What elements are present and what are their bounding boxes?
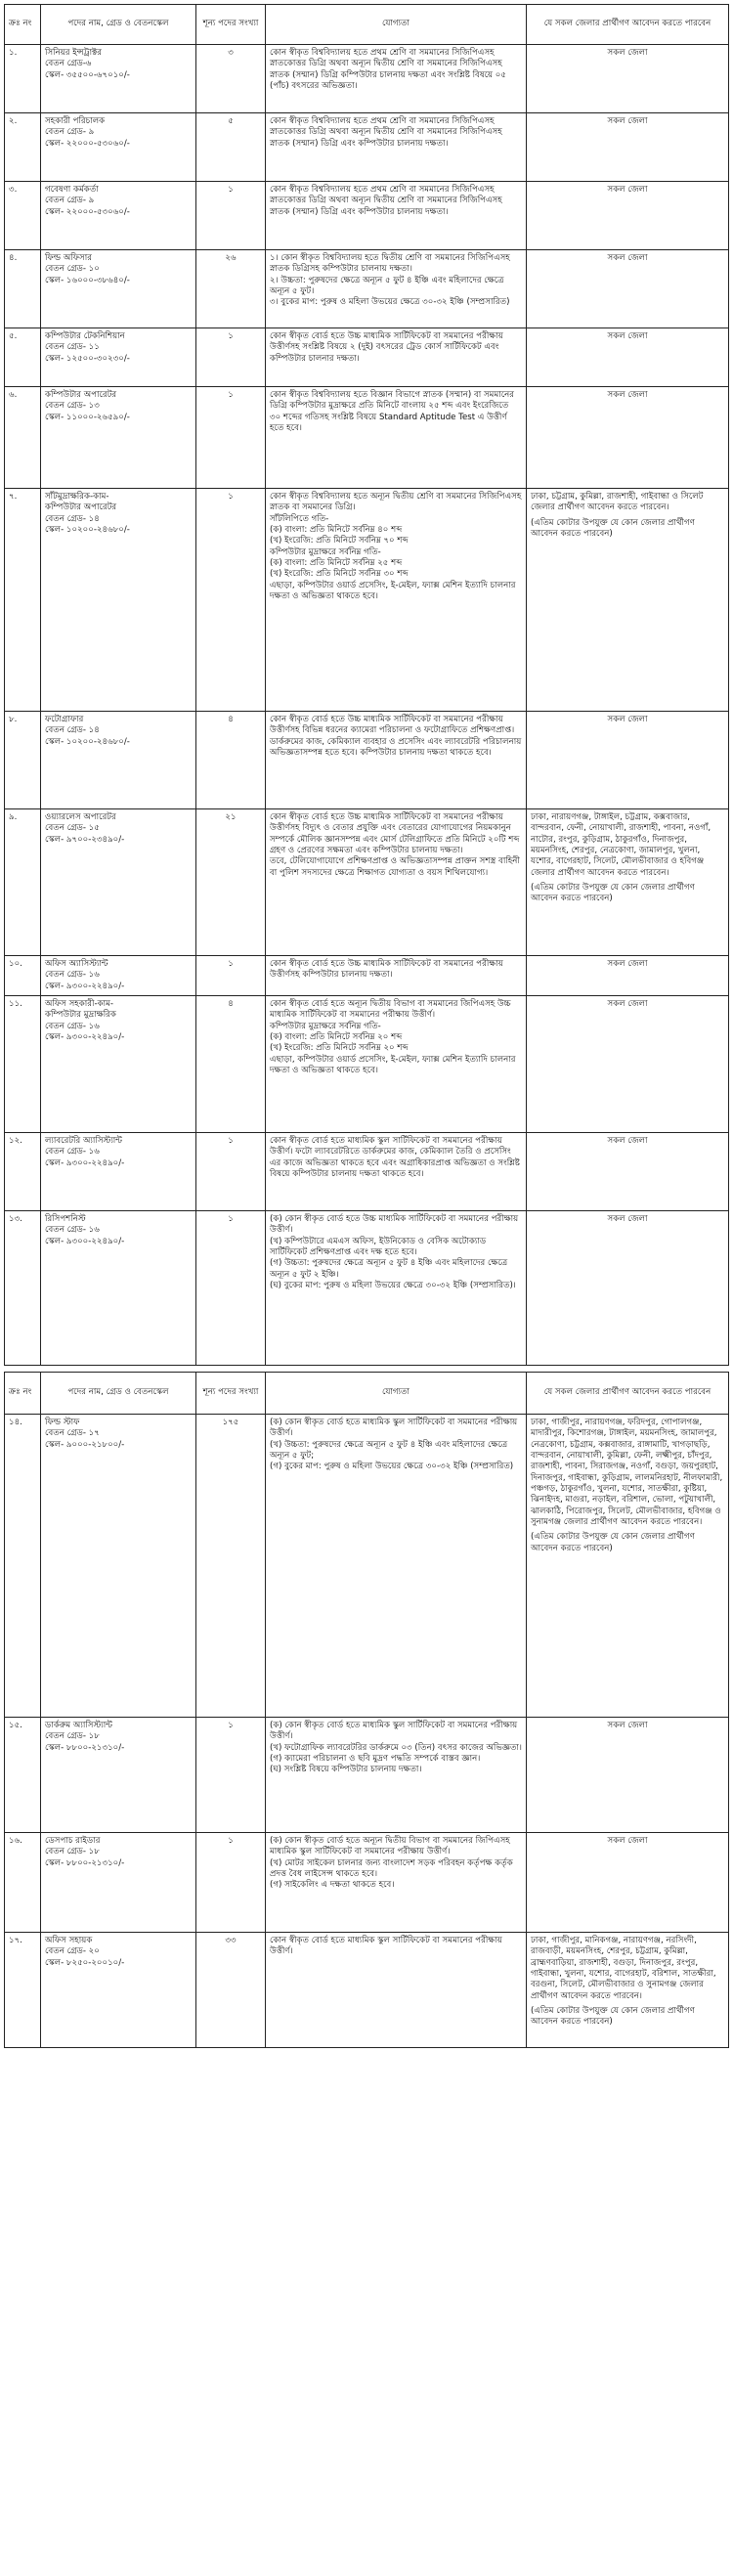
orphan-quota-note: (এতিম কোটার উপযুক্ত যে কোন জেলার প্রার্থীগণ আবেদন করতে পারবেন) [531,517,695,540]
vacancy-count: ১ [196,387,266,489]
post-detail: স্কেল- ৯৩০০-২২৪৯০/- [45,981,125,991]
header-eligible-districts: যে সকল জেলার প্রার্থীগণ আবেদন করতে পারবেন [527,5,729,45]
post-detail: বেতন গ্রেড- ১৮ [45,1847,100,1857]
vacancy-count: ১ [196,1211,266,1366]
qualification-line: (গ) সাইকেলিং এ দক্ষতা থাকতে হবে। [270,1880,395,1891]
eligible-districts-cell [527,328,729,387]
eligible-districts-text: সকল জেলা [607,1836,648,1847]
qualification-cell [266,1933,527,2048]
eligible-districts-text: সকল জেলা [607,253,648,263]
table-row [5,250,729,328]
qualification-line: কোন স্বীকৃত বোর্ড হতে উচ্চ মাধ্যমিক সার্টিফিকেট বা সমমানের পরীক্ষায় উত্তীর্ণসহ বিভিন্ন ধরনের ক্যামেরা পরিচালনা ও ফটোগ্রাফিতে প্রশিক্ষণপ্রাপ্ত। ডার্করুমের কাজ, কেমিক্যাল ব্যবহার ও প্রসেসিং এবং ল্যাবরেটরি পরিচালনায় অভিজ্ঞতাসম্পন্ন হতে হবে। কম্পিউটার চালনায় দক্ষতা থাকতে হবে। [270,715,522,759]
eligible-districts-text: সকল জেলা [607,999,648,1010]
post-detail: বেতন গ্রেড- ২০ [45,1946,100,1957]
qualification-line: (ক) কোন স্বীকৃত বোর্ড হতে উচ্চ মাধ্যমিক সার্টিফিকেট বা সমমানের পরীক্ষায় উত্তীর্ণ। [270,1214,519,1236]
eligible-districts-cell [527,489,729,712]
qualification-line: (গ) উচ্চতা: পুরুষদের ক্ষেত্রে অন্যূন ৫ ফুট ৪ ইঞ্চি এবং মহিলাদের ক্ষেত্রে অন্যূন ৫ ফুট ২ ইঞ্চি। [270,1258,508,1280]
post-detail: স্কেল- ১১০০০-২৬৫৯০/- [45,412,130,422]
qualification-line: কোন স্বীকৃত বিশ্ববিদ্যালয় হতে প্রথম শ্রেণি বা সমমানের সিজিপিএসহ স্নাতকোত্তর ডিগ্রি অথবা অন্যূন দ্বিতীয় শ্রেণি বা সমমানের সিজিপিএসহ স্নাতক (সম্মান) ডিগ্রি কম্পিউটার চালনায় দক্ষতা এবং সংশ্লিষ্ট বিষয়ে ০৫ (পাঁচ) বৎসরের অভিজ্ঞতা। [270,48,506,92]
vacancy-count: ২৬ [196,250,266,328]
table-row [5,1718,729,1833]
qualification-line: (খ) মোটর সাইকেল চালনার জন্য বাংলাদেশ সড়ক পরিবহন কর্তৃপক্ষ কর্তৃক প্রদত্ত বৈধ লাইসেন্স থাকতে হবে। [270,1857,513,1880]
eligible-districts-cell [527,1415,729,1718]
post-detail: বেতন গ্রেড- ৯ [45,127,95,138]
qualification-line: কোন স্বীকৃত বোর্ড হতে মাধ্যমিক স্কুল সার্টিফিকেট বা সমমানের পরীক্ষায় উত্তীর্ণ। ফটো ল্যাবরেটরিতে ডার্করুমের কাজ, কেমিক্যাল তৈরি ও প্রসেসিং এর কাজে অভিজ্ঞতা থাকতে হবে এবং অগ্রাধিকারপ্রাপ্ত অভিজ্ঞতা ও সংশ্লিষ্ট বিষয়ে কম্পিউটার চালনায় দক্ষতা থাকতে হবে। [270,1136,520,1180]
vacancy-count: ৪ [196,712,266,809]
serial-cell: ৩. [5,182,41,250]
serial-cell: ৫. [5,328,41,387]
qualification-cell [266,1415,527,1718]
eligible-districts-cell [527,996,729,1133]
serial-cell: ১১. [5,996,41,1133]
table-row [5,489,729,712]
qualification-line: (খ) উচ্চতা: পুরুষদের ক্ষেত্রে অন্যূন ৫ ফুট ৪ ইঞ্চি এবং মহিলাদের ক্ষেত্রে অন্যূন ৫ ফুট; [270,1439,508,1462]
post-detail: বেতন গ্রেড- ১৬ [45,970,100,981]
post-detail: বেতন গ্রেড- ১৮ [45,1731,100,1742]
eligible-districts-cell [527,113,729,182]
post-cell [41,809,196,956]
qualification-line: (ক) কোন স্বীকৃত বোর্ড হতে মাধ্যমিক স্কুল সার্টিফিকেট বা সমমানের পরীক্ষায় উত্তীর্ণ। [270,1418,518,1439]
serial-cell: ১০. [5,956,41,996]
orphan-quota-note: (এতিম কোটার উপযুক্ত যে কোন জেলার প্রার্থীগণ আবেদন করতে পারবেন) [531,2006,695,2028]
qualification-line: (গ) বুকের মাপ: পুরুষ ও মহিলা উভয়ের ক্ষেত্রে ৩০-৩২ ইঞ্চি (সম্প্রসারিত) [270,1462,514,1472]
eligible-districts-cell [527,1133,729,1211]
vacancy-count: ৪ [196,996,266,1133]
post-detail: স্কেল- ৮২৫০-২০০১০/- [45,1957,125,1968]
eligible-districts-cell [527,1211,729,1366]
serial-cell: ৬. [5,387,41,489]
post-detail: স্কেল- ১৬০০০-৩৮৬৪০/- [45,275,130,285]
post-detail: বেতন গ্রেড- ১৪ [45,725,100,736]
eligible-districts-cell [527,1718,729,1833]
post-detail: স্কেল- ৯৩০০-২২৪৯০/- [45,1157,125,1168]
serial-cell: ১৬. [5,1833,41,1933]
post-detail: বেতন গ্রেড- ১১ [45,342,100,353]
eligible-districts-cell [527,45,729,113]
vacancy-count: ৩৩ [196,1933,266,2048]
eligible-districts-cell [527,387,729,489]
eligible-districts-text: সকল জেলা [607,1136,648,1147]
post-cell [41,387,196,489]
post-title: ডেসপাচ রাইডার [45,1836,101,1847]
qualification-cell [266,996,527,1133]
table-row [5,182,729,250]
post-title: ল্যাবরেটরি অ্যাসিস্ট্যান্ট [45,1136,123,1147]
post-title: ডার্করুম অ্যাসিস্ট্যান্ট [45,1721,113,1731]
eligible-districts-text: সকল জেলা [607,48,648,58]
serial-cell: ৭. [5,489,41,712]
qualification-cell [266,1211,527,1366]
header-eligible-districts: যে সকল জেলার প্রার্থীগণ আবেদন করতে পারবেন [527,1373,729,1415]
post-detail: স্কেল- ৯৩০০-২২৪৯০/- [45,1236,125,1246]
post-title: ফিল্ড স্টাফ [45,1418,80,1428]
qualification-line: সাঁটলিপিতে গতি- [270,513,329,524]
post-detail: স্কেল- ৯৩০০-২২৪৯০/- [45,1032,125,1043]
post-title: কম্পিউটার অপারেটর [45,390,117,400]
qualification-line: কোন স্বীকৃত বিশ্ববিদ্যালয় হতে অন্যূন দ্বিতীয় শ্রেণি বা সমমানের সিজিপিএসহ স্নাতক বা সমমানের ডিগ্রি। [270,492,522,513]
qualification-line: কোন স্বীকৃত বিশ্ববিদ্যালয় হতে প্রথম শ্রেণি বা সমমানের সিজিপিএসহ স্নাতকোত্তর ডিগ্রি অথবা অন্যূন দ্বিতীয় শ্রেণি বা সমমানের সিজিপিএসহ স্নাতক (সম্মান) ডিগ্রি এবং কম্পিউটার চালনায় দক্ষতা। [270,185,502,217]
post-title: অফিস অ্যাসিস্ট্যান্ট [45,959,108,969]
post-cell [41,250,196,328]
vacancy-table-part-2 [4,1372,729,2048]
post-detail: বেতন গ্রেড- ১৭ [45,1428,100,1439]
eligible-districts-text: সকল জেলা [607,185,648,195]
vacancy-count: ১ [196,1718,266,1833]
eligible-districts-cell [527,712,729,809]
vacancy-count: ১ [196,1133,266,1211]
eligible-districts-text: সকল জেলা [607,390,648,400]
vacancy-table-part-1 [4,4,729,1366]
qualification-cell [266,113,527,182]
post-title: সিনিয়র ইন্সট্রাক্টর [45,48,102,58]
table-row [5,328,729,387]
post-title: অফিস সহকারী-কাম- [45,999,113,1010]
post-cell [41,1933,196,2048]
table-row [5,712,729,809]
post-title: ফটোগ্রাফার [45,715,84,724]
qualification-line: ১। কোন স্বীকৃত বিশ্ববিদ্যালয় হতে দ্বিতীয় শ্রেণি বা সমমানের সিজিপিএসহ স্নাতক ডিগ্রিসহ কম্পিউটার চালনায় দক্ষতা। [270,253,510,275]
qualification-line: কোন স্বীকৃত বিশ্ববিদ্যালয় হতে বিজ্ঞান বিভাগে স্নাতক (সম্মান) বা সমমানের ডিগ্রি কম্পিউটার মুদ্রাক্ষরে প্রতি মিনিটে বাংলায় ২৫ শব্দ এবং ইংরেজিতে ৩০ শব্দের গতিসহ সংশ্লিষ্ট বিষয়ে Standard Aptitude Test এ উত্তীর্ণ হতে হবে। [270,390,515,434]
post-detail: বেতন গ্রেড- ১৬ [45,1021,100,1031]
vacancy-count: ১ [196,328,266,387]
vacancy-count: ১ [196,1833,266,1933]
header-serial: ক্রঃ নং [5,5,41,45]
eligible-districts-text: সকল জেলা [607,715,648,724]
post-detail: বেতন গ্রেড- ১৫ [45,823,100,834]
post-detail: স্কেল- ৮৮০০-২১৩১০/- [45,1857,125,1868]
qualification-cell [266,956,527,996]
qualification-line: কম্পিউটার মুদ্রাক্ষরে সর্বনিম্ন গতি- [270,546,381,557]
table-row [5,45,729,113]
post-detail: বেতন গ্রেড- ১৬ [45,1225,100,1236]
eligible-districts-cell [527,1933,729,2048]
post-cell [41,489,196,712]
vacancy-count: ৫ [196,113,266,182]
eligible-districts-text: সকল জেলা [607,959,648,969]
table-row [5,113,729,182]
qualification-line: এছাড়া, কম্পিউটার ওয়ার্ড প্রসেসিং, ই-মেইল, ফ্যাক্স মেশিন ইত্যাদি চালনার দক্ষতা ও অভিজ্ঞতা থাকতে হবে। [270,1054,516,1076]
post-detail: স্কেল- ৩৫৫০০-৬৭০১০/- [45,69,130,80]
orphan-quota-note: (এতিম কোটার উপযুক্ত যে কোন জেলার প্রার্থীগণ আবেদন করতে পারবেন) [531,883,695,904]
post-detail: স্কেল- ৯৭০০-২৩৪৯০/- [45,834,125,845]
qualification-line: (খ) ইংরেজি: প্রতি মিনিটে সর্বনিম্ন ২০ শব্দ [270,1043,409,1054]
vacancy-count: ১ [196,956,266,996]
table-row [5,809,729,956]
serial-cell: ১. [5,45,41,113]
vacancy-count: ১৭৫ [196,1415,266,1718]
vacancy-count: ১ [196,489,266,712]
qualification-cell [266,489,527,712]
post-detail: স্কেল- ১০২০০-২৪৬৮০/- [45,736,130,747]
qualification-line: (খ) ইংরেজি: প্রতি মিনিটে সর্বনিম্ন ৭০ শব্দ [270,536,409,546]
qualification-line: (ক) বাংলা: প্রতি মিনিটে সর্বনিম্ন ৪০ শব্দ [270,525,403,536]
post-cell [41,956,196,996]
post-cell [41,328,196,387]
table-row [5,1133,729,1211]
qualification-line: (খ) ফটোগ্রাফিক ল্যাবরেটরির ডার্করুমে ০৩ (তিন) বৎসর কাজের অভিজ্ঞতা। [270,1742,522,1753]
post-detail: কম্পিউটার অপারেটর [45,502,117,513]
qualification-line: (খ) ইংরেজি: প্রতি মিনিটে সর্বনিম্ন ৩০ শব্দ [270,569,409,580]
vacancy-count: ৩ [196,45,266,113]
post-detail: বেতন গ্রেড-৬ [45,59,92,69]
vacancy-count: ২১ [196,809,266,956]
post-detail: স্কেল- ১২৫০০-৩০২৩০/- [45,353,130,364]
serial-cell: ১৫. [5,1718,41,1833]
table-row [5,1833,729,1933]
eligible-districts-text: ঢাকা, গাজীপুর, মানিকগঞ্জ, নারায়ণগঞ্জ, নরসিংদী, রাজবাড়ী, ময়মনসিংহ, শেরপুর, চট্টগ্রাম, কুমিল্লা, ব্রাহ্মণবাড়িয়া, রাজশাহী, বগুড়া, দিনাজপুর, রংপুর, গাইবান্ধা, খুলনা, যশোর, বাগেরহাট, বরিশাল, সাতক্ষীরা, বরগুনা, সিলেট, মৌলভীবাজার ও সুনামগঞ্জ জেলার প্রার্থীগণ আবেদন করতে পারবেন। [531,1936,716,2001]
serial-cell: ৪. [5,250,41,328]
post-cell [41,1833,196,1933]
header-vacancy: শূন্য পদের সংখ্যা [196,1373,266,1415]
qualification-line: (খ) কম্পিউটারে এমএস অফিস, ইউনিকোড ও বেসিক অটোক্যাড সার্টিফিকেট প্রশিক্ষণপ্রাপ্ত এবং দক্ষ হতে হবে। [270,1236,487,1258]
qualification-line: তবে, টেলিযোগাযোগে প্রশিক্ষণপ্রাপ্ত ও অভিজ্ঞতাসম্পন্ন প্রাক্তন সশস্ত্র বাহিনী বা পুলিশ সদস্যদের ক্ষেত্রে শিক্ষাগত যোগ্যতা ও বয়স শিথিলযোগ্য। [270,856,520,878]
qualification-line: এছাড়া, কম্পিউটার ওয়ার্ড প্রসেসিং, ই-মেইল, ফ্যাক্স মেশিন ইত্যাদি চালনার দক্ষতা ও অভিজ্ঞতা থাকতে হবে। [270,580,516,602]
post-detail: স্কেল- ২২০০০-৫৩০৬০/- [45,138,130,149]
qualification-cell [266,250,527,328]
post-title: ফিল্ড অফিসার [45,253,92,263]
post-detail: স্কেল- ১০২০০-২৪৬৮০/- [45,525,130,536]
header-vacancy: শূন্য পদের সংখ্যা [196,5,266,45]
post-detail: বেতন গ্রেড- ১৩ [45,401,100,412]
post-detail: বেতন গ্রেড- ১০ [45,264,100,275]
qualification-cell [266,45,527,113]
qualification-line: কোন স্বীকৃত বোর্ড হতে উচ্চ মাধ্যমিক সার্টিফিকেট বা সমমানের পরীক্ষায় উত্তীর্ণসহ বিদ্যুৎ ও বেতার প্রযুক্তি এবং বেতারের যোগাযোগের নিয়মকানুন সম্পর্কে মৌলিক জ্ঞানসম্পন্ন এবং মোর্স টেলিগ্রাফিতে প্রতি মিনিটে ২০টি শব্দ গ্রহণ ও প্রেরণের সক্ষমতা এবং কম্পিউটার চালনায় দক্ষতা। [270,812,520,856]
qualification-line: কম্পিউটার মুদ্রাক্ষরে সর্বনিম্ন গতি- [270,1021,381,1031]
table-row [5,996,729,1133]
qualification-cell [266,809,527,956]
eligible-districts-cell [527,182,729,250]
post-cell [41,182,196,250]
post-title: কম্পিউটার টেকনিশিয়ান [45,331,125,341]
qualification-line: ৩। বুকের মাপ: পুরুষ ও মহিলা উভয়ের ক্ষেত্রে ৩০-৩২ ইঞ্চি (সম্প্রসারিত) [270,297,510,308]
qualification-line: কোন স্বীকৃত বোর্ড হতে অন্যূন দ্বিতীয় বিভাগ বা সমমানের জিপিএসহ উচ্চ মাধ্যমিক সার্টিফিকেট বা সমমানের পরীক্ষায় উত্তীর্ণ। [270,999,511,1021]
job-circular-document [4,4,729,2048]
eligible-districts-cell [527,250,729,328]
table-row [5,1933,729,2048]
post-detail: স্কেল- ৯০০০-২১৮০০/- [45,1439,125,1450]
header-post-name: পদের নাম, গ্রেড ও বেতনস্কেল [41,5,196,45]
serial-cell: ১৪. [5,1415,41,1718]
qualification-cell [266,328,527,387]
header-post-name: পদের নাম, গ্রেড ও বেতনস্কেল [41,1373,196,1415]
eligible-districts-text: সকল জেলা [607,1214,648,1225]
post-detail: স্কেল- ৮৮০০-২১৩১০/- [45,1742,125,1753]
eligible-districts-cell [527,809,729,956]
qualification-line: (গ) ক্যামেরা পরিচালনা ও ছবি মুদ্রণ পদ্ধতি সম্পর্কে বাস্তব জ্ঞান। [270,1754,481,1765]
qualification-line: (ক) কোন স্বীকৃত বোর্ড হতে মাধ্যমিক স্কুল সার্টিফিকেট বা সমমানের পরীক্ষায় উত্তীর্ণ। [270,1721,518,1742]
eligible-districts-text: ঢাকা, গাজীপুর, নারায়ণগঞ্জ, ফরিদপুর, গোপালগঞ্জ, মাদারীপুর, কিশোরগঞ্জ, টাঙ্গাইল, ময়মনসিংহ, জামালপুর, নেত্রকোণা, চট্টগ্রাম, কক্সবাজার, রাঙ্গামাটি, খাগড়াছড়ি, বান্দরবান, নোয়াখালী, কুমিল্লা, ফেনী, লক্ষ্মীপুর, চাঁদপুর, রাজশাহী, পাবনা, সিরাজগঞ্জ, নওগাঁ, বগুড়া, জয়পুরহাট, দিনাজপুর, গাইবান্ধা, কুড়িগ্রাম, লালমনিরহাট, নীলফামারী, পঞ্চগড়, ঠাকুরগাঁও, খুলনা, যশোর, সাতক্ষীরা, কুষ্টিয়া, ঝিনাইদহ, মাগুরা, নড়াইল, বরিশাল, ভোলা, পটুয়াখালী, ঝালকাঠি, পিরোজপুর, সিলেট, মৌলভীবাজার, হবিগঞ্জ ও সুনামগঞ্জ জেলার প্রার্থীগণ আবেদন করতে পারবেন। [531,1418,723,1528]
serial-cell: ৮. [5,712,41,809]
table-row [5,956,729,996]
post-detail: বেতন গ্রেড- ১৪ [45,513,100,524]
table-row [5,1211,729,1366]
post-title: ওয়্যারলেস অপারেটর [45,812,116,822]
post-title: গবেষণা কর্মকর্তা [45,185,99,195]
serial-cell: ১৭. [5,1933,41,2048]
qualification-line: (ক) কোন স্বীকৃত বোর্ড হতে অন্যূন দ্বিতীয় বিভাগ বা সমমানের জিপিএসহ মাধ্যমিক স্কুল সার্টিফিকেট বা সমমানের পরীক্ষায় উত্তীর্ণ। [270,1836,510,1857]
eligible-districts-text: ঢাকা, চট্টগ্রাম, কুমিল্লা, রাজশাহী, গাইবান্ধা ও সিলেট জেলার প্রার্থীগণ আবেদন করতে পারবেন। [531,492,704,513]
qualification-line: কোন স্বীকৃত বিশ্ববিদ্যালয় হতে প্রথম শ্রেণি বা সমমানের সিজিপিএসহ স্নাতকোত্তর ডিগ্রি অথবা অন্যূন দ্বিতীয় শ্রেণি বা সমমানের সিজিপিএসহ স্নাতক (সম্মান) ডিগ্রি এবং কম্পিউটার চালনায় দক্ষতা। [270,116,502,149]
header-qualification: যোগ্যতা [266,5,527,45]
qualification-line: (ঘ) বুকের মাপ: পুরুষ ও মহিলা উভয়ের ক্ষেত্রে ৩০-৩২ ইঞ্চি (সম্প্রসারিত)। [270,1281,516,1291]
qualification-line: ২। উচ্চতা: পুরুষদের ক্ষেত্রে অন্যূন ৫ ফুট ৪ ইঞ্চি এবং মহিলাদের ক্ষেত্রে অন্যূন ৫ ফুট। [270,275,504,297]
post-cell [41,1718,196,1833]
serial-cell: ১৩. [5,1211,41,1366]
serial-cell: ১২. [5,1133,41,1211]
eligible-districts-cell [527,956,729,996]
post-cell [41,1133,196,1211]
vacancy-count: ১ [196,182,266,250]
header-serial: ক্রঃ নং [5,1373,41,1415]
table-header-row [5,1373,729,1415]
post-cell [41,45,196,113]
eligible-districts-cell [527,1833,729,1933]
qualification-line: (ক) বাংলা: প্রতি মিনিটে সর্বনিম্ন ২০ শব্দ [270,1032,403,1043]
orphan-quota-note: (এতিম কোটার উপযুক্ত যে কোন জেলার প্রার্থীগণ আবেদন করতে পারবেন) [531,1532,695,1553]
header-qualification: যোগ্যতা [266,1373,527,1415]
post-cell [41,712,196,809]
qualification-cell [266,1718,527,1833]
post-title: সহকারী পরিচালক [45,116,106,126]
table-header-row [5,5,729,45]
eligible-districts-text: ঢাকা, নারায়ণগঞ্জ, টাঙ্গাইল, চট্টগ্রাম, কক্সবাজার, বান্দরবান, ফেনী, নোয়াখালী, রাজশাহী, পাবনা, নওগাঁ, নাটোর, রংপুর, কুড়িগ্রাম, ঠাকুরগাঁও, দিনাজপুর, ময়মনসিংহ, শেরপুর, নেত্রকোণা, জামালপুর, খুলনা, যশোর, বাগেরহাট, সিলেট, মৌলভীবাজার ও হবিগঞ্জ জেলার প্রার্থীগণ আবেদন করতে পারবেন। [531,812,711,878]
post-detail: স্কেল- ২২০০০-৫৩০৬০/- [45,206,130,217]
post-cell [41,1415,196,1718]
qualification-line: কোন স্বীকৃত বোর্ড হতে উচ্চ মাধ্যমিক সার্টিফিকেট বা সমমানের পরীক্ষায় উত্তীর্ণসহ কম্পিউটার চালনায় দক্ষতা। [270,959,503,981]
qualification-cell [266,182,527,250]
qualification-line: কোন স্বীকৃত বোর্ড হতে মাধ্যমিক স্কুল সার্টিফিকেট বা সমমানের পরীক্ষায় উত্তীর্ণ। [270,1936,502,1957]
post-title: রিসিপশনিস্ট [45,1214,86,1225]
post-detail: কম্পিউটার মুদ্রাক্ষরিক [45,1010,116,1021]
post-cell [41,996,196,1133]
qualification-cell [266,1833,527,1933]
qualification-line: কোন স্বীকৃত বোর্ড হতে উচ্চ মাধ্যমিক সার্টিফিকেট বা সমমানের পরীক্ষায় উত্তীর্ণসহ সংশ্লিষ্ট বিষয়ে ২ (দুই) বৎসরের ট্রেড কোর্স সার্টিফিকেট এবং কম্পিউটার চালনার দক্ষতা। [270,331,503,364]
serial-cell: ৯. [5,809,41,956]
table-row [5,1415,729,1718]
eligible-districts-text: সকল জেলা [607,331,648,341]
table-row [5,387,729,489]
qualification-cell [266,1133,527,1211]
qualification-cell [266,712,527,809]
post-cell [41,113,196,182]
post-detail: বেতন গ্রেড- ৯ [45,196,95,206]
eligible-districts-text: সকল জেলা [607,116,648,126]
post-title: সাঁটমুদ্রাক্ষরিক-কাম- [45,492,109,502]
qualification-cell [266,387,527,489]
post-cell [41,1211,196,1366]
post-detail: বেতন গ্রেড- ১৬ [45,1147,100,1157]
qualification-line: (ক) বাংলা: প্রতি মিনিটে সর্বনিম্ন ২৫ শব্দ [270,558,403,569]
serial-cell: ২. [5,113,41,182]
eligible-districts-text: সকল জেলা [607,1721,648,1731]
post-title: অফিস সহায়ক [45,1936,93,1946]
qualification-line: (ঘ) সংশ্লিষ্ট বিষয়ে কম্পিউটার চালনায় দক্ষতা। [270,1765,422,1775]
